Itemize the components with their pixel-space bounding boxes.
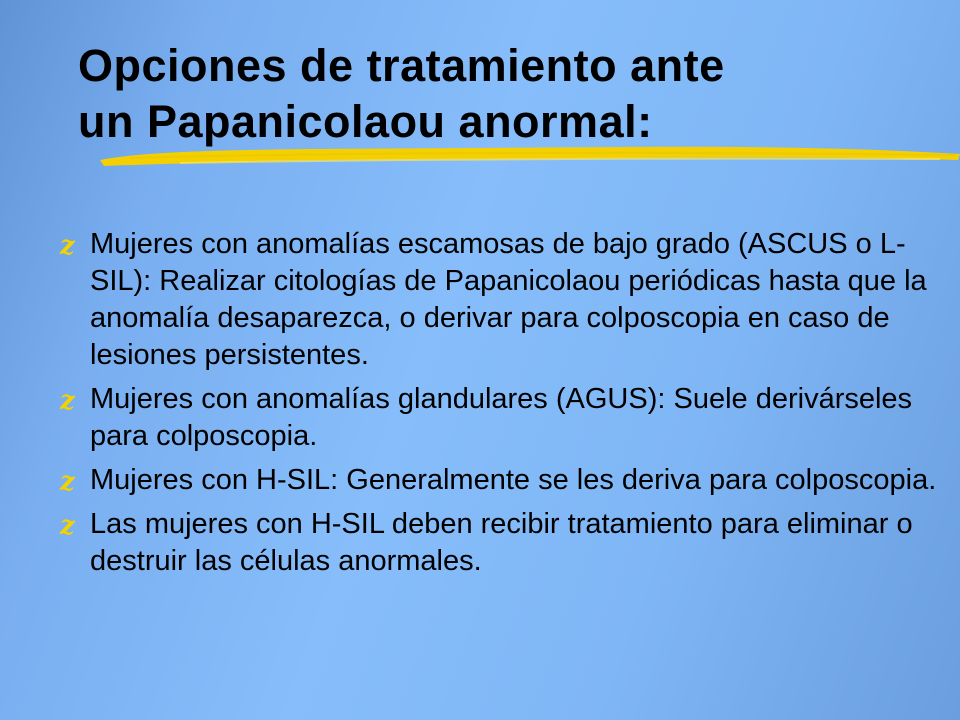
highlighter-underline [100,138,960,174]
list-item [60,226,940,374]
bullet-text: Mujeres con H-SIL: Generalmente se les deriva para colposcopia. [90,464,937,496]
z-bullet-icon: z [60,467,75,497]
slide-title [78,38,918,150]
title-line-2: un Papanicolaou anormal: [78,96,653,147]
list-item [60,506,940,580]
bullet-text: Las mujeres con H-SIL deben recibir tratamiento para eliminar o destruir las células anormales. [90,508,913,577]
bullet-text: Mujeres con anomalías glandulares (AGUS): Suele derivárseles para colposcopia. [90,383,913,452]
bullet-list [60,226,940,587]
z-bullet-icon: z [60,511,75,541]
title-line-1: Opciones de tratamiento ante [78,40,725,91]
z-bullet-icon: z [60,386,75,416]
list-item [60,381,940,455]
z-bullet-icon: z [60,231,75,261]
list-item [60,462,940,499]
bullet-text: Mujeres con anomalías escamosas de bajo grado (ASCUS o L-SIL): Realizar citologías de Papanicolaou periódicas hasta que la anomalía desaparezca, o derivar para colposcopia en caso de lesiones persistentes. [90,228,927,371]
